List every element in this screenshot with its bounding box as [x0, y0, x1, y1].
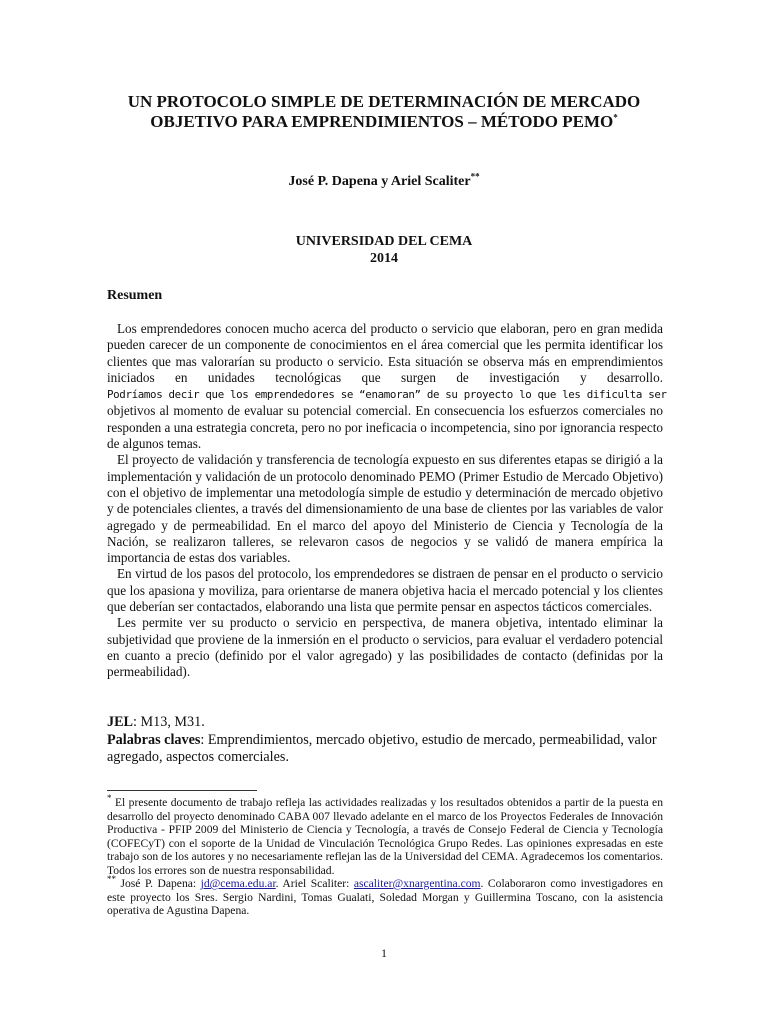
footnotes	[107, 793, 664, 918]
abstract-paragraph-3: En virtud de los pasos del protocolo, los emprendedores se distraen de pensar en el producto o servicio que los apasiona y moviliza, para orientarse de manera objetiva hacia el mercado potencial y los clientes que deberían ser contactados, elaborando una lista que permite pensar en aspectos tácticos comerciales.	[107, 566, 663, 615]
jel-codes: JEL: M13, M31.	[107, 714, 205, 730]
author-footnote-mark: **	[470, 171, 480, 182]
abstract-body	[107, 321, 667, 681]
monospace-sentence: Podríamos decir que los emprendedores se “enamoran” de su proyecto lo que les dificulta ser	[107, 388, 667, 402]
title-line-1: UN PROTOCOLO SIMPLE DE DETERMINACIÓN DE MERCADO	[127, 92, 641, 111]
publication-year: 2014	[370, 251, 398, 266]
page-number: 1	[381, 946, 387, 960]
institution-block	[0, 233, 768, 267]
keywords-line: Palabras claves: Emprendimientos, mercado objetivo, estudio de mercado, permeabilidad, valor agregado, aspectos comerciales.	[107, 731, 657, 765]
email-link-dapena[interactable]: jd@cema.edu.ar	[200, 877, 276, 890]
footnote-2: ** José P. Dapena: jd@cema.edu.ar. Ariel Scaliter: ascaliter@xnargentina.com. Colaboraron como investigadores en este proyecto los Sres. Sergio Nardini, Tomas Gualati, Soledad Morgan y Guillermina Toscano, con la asistencia operativa de Agustina Dapena.	[107, 874, 664, 917]
footnote-divider	[107, 790, 257, 791]
author-names: José P. Dapena y Ariel Scaliter	[288, 174, 471, 189]
abstract-paragraph-2: El proyecto de validación y transferencia de tecnología expuesto en sus diferentes etapas se dirigió a la implementación y validación de un protocolo denominado PEMO (Primer Estudio de Mercado Objetivo) con el objetivo de implementar una metodología simple de estudio y determinación de mercado objetivo y de potenciales clientes, a través del dimensionamiento de una base de clientes por las variables de valor agregado y de permeabilidad. En el marco del apoyo del Ministerio de Ciencia y Tecnología de la Nación, se realizaron talleres, se relevaron casos de negocios y se validó de manera empírica la importancia de estas dos variables.	[107, 452, 663, 566]
email-link-scaliter[interactable]: ascaliter@xnargentina.com	[353, 877, 481, 890]
paper-title	[0, 92, 768, 132]
abstract-paragraph-1: Los emprendedores conocen mucho acerca del producto o servicio que elaboran, pero en gran medida pueden carecer de un componente de conocimientos en el área comercial que les permita identificar los clientes que mas valorarían su producto o servicio. Esta situación se observa más en emprendimientos iniciados en unidades tecnológicas que surgen de investigación y desarrollo. Podríamos decir que los emprendedores se “enamoran” de su proyecto lo que les dificulta ser objetivos al momento de evaluar su potencial comercial. En consecuencia los esfuerzos comerciales no responden a una estrategia concreta, pero no por ineficacia o incompetencia, sino por ignorancia respecto de algunos temas.	[107, 321, 667, 452]
institution-name: UNIVERSIDAD DEL CEMA	[295, 234, 473, 249]
abstract-heading: Resumen	[107, 288, 163, 303]
keywords-block	[107, 714, 663, 767]
author-line	[0, 171, 768, 190]
title-line-2: OBJETIVO PARA EMPRENDIMIENTOS – MÉTODO PEMO*	[150, 112, 618, 131]
title-footnote-mark: *	[613, 112, 618, 123]
abstract-paragraph-4: Les permite ver su producto o servicio en perspectiva, de manera objetiva, intentado eliminar la subjetividad que proviene de la inmersión en el producto o servicios, para evaluar el verdadero potencial en cuanto a precio (definido por el valor agregado) y las posibilidades de contacto (definidas por la permeabilidad).	[107, 615, 663, 680]
footnote-1: * El presente documento de trabajo refleja las actividades realizadas y los resultados obtenidos a partir de la puesta en desarrollo del proyecto denominado CABA 007 llevado adelante en el marco de los Proyectos Federales de Innovación Productiva - PFIP 2009 del Ministerio de Ciencia y Tecnología, a través de Consejo Federal de Ciencia y Tecnología (COFECyT) con el soporte de la Unidad de Vinculación Tecnológica Grupo Redes. Las opiniones expresadas en este trabajo son de los autores y no necesariamente reflejan las de la Universidad del CEMA. Agradecemos los comentarios. Todos los errores son de nuestra responsabilidad.	[107, 793, 663, 877]
